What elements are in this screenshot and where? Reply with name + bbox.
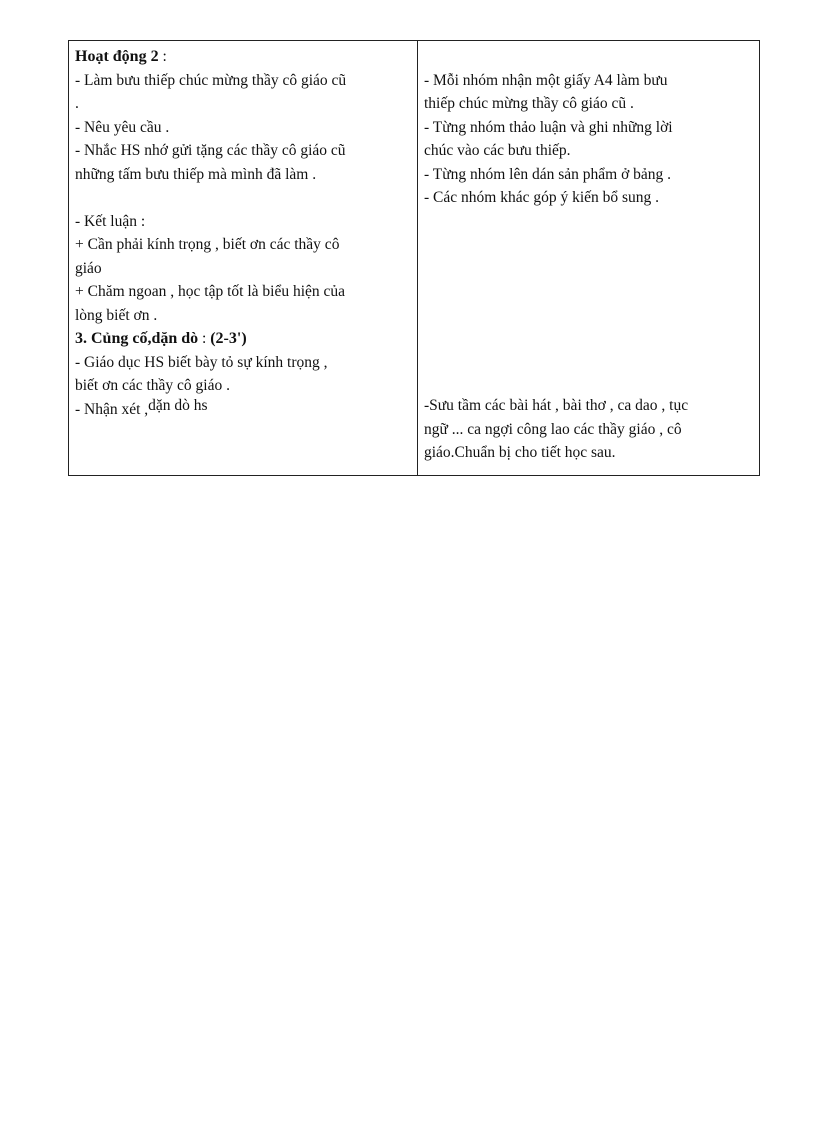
section-heading: 3. Củng cố,dặn dò: [75, 330, 199, 347]
conclusion-1b: giáo: [75, 259, 102, 277]
section-time: (2-3'): [210, 330, 247, 347]
wrapup-2: [75, 398, 411, 422]
spacer: [424, 280, 753, 304]
teacher-line-3a: - Nhắc HS nhớ gửi tặng các thầy cô giáo cũ: [75, 142, 346, 159]
spacer: [424, 257, 753, 281]
conclusion-2a: + Chăm ngoan , học tập tốt là biểu hiện của: [75, 283, 346, 300]
conclusion-label: - Kết luận :: [75, 212, 146, 230]
student-line-4: - Các nhóm khác góp ý kiến bổ sung .: [424, 189, 660, 206]
spacer: [424, 210, 753, 234]
homework-1c: giáo.Chuẩn bị cho tiết học sau.: [424, 444, 616, 461]
wrapup-2a: - Nhận xét ,: [75, 400, 149, 418]
spacer: [424, 327, 753, 351]
activity-heading: Hoạt động 2: [75, 48, 159, 65]
wrapup-1a: - Giáo dục HS biết bày tỏ sự kính trọng ,: [75, 353, 328, 371]
spacer: [424, 304, 753, 328]
student-line-2a: - Từng nhóm thảo luận và ghi những lời: [424, 118, 673, 136]
homework-1b: ngữ ... ca ngợi công lao các thầy giáo , cô: [424, 420, 682, 438]
teacher-line-1: - Làm bưu thiếp chúc mừng thầy cô giáo cũ: [75, 71, 347, 89]
spacer: [424, 45, 753, 69]
spacer: [424, 351, 753, 375]
student-activities-cell: [418, 41, 760, 476]
section-heading-line: [75, 327, 411, 351]
spacer: [424, 374, 753, 394]
section-heading-suffix: :: [198, 330, 211, 347]
activity-heading-line: [75, 45, 411, 69]
activity-heading-suffix: :: [158, 48, 167, 65]
teacher-activities-cell: [69, 41, 418, 476]
wrapup-2b: dặn dò hs: [148, 396, 208, 414]
teacher-line-1-cont: .: [75, 95, 79, 112]
wrapup-1b: biết ơn các thầy cô giáo .: [75, 377, 230, 394]
homework-1a: -Sưu tầm các bài hát , bài thơ , ca dao , tục: [424, 397, 689, 414]
table-row: [69, 41, 760, 476]
student-line-2b: chúc vào các bưu thiếp.: [424, 142, 571, 159]
conclusion-1a: + Cần phải kính trọng , biết ơn các thầy cô: [75, 236, 340, 253]
spacer: [75, 186, 411, 210]
spacer: [424, 233, 753, 257]
teacher-line-3b: những tấm bưu thiếp mà mình đã làm .: [75, 165, 317, 183]
conclusion-2b: lòng biết ơn .: [75, 306, 158, 324]
teacher-line-2: - Nêu yêu cầu .: [75, 118, 170, 136]
student-line-1a: - Mỗi nhóm nhận một giấy A4 làm bưu: [424, 71, 668, 89]
student-line-3: - Từng nhóm lên dán sản phẩm ở bảng .: [424, 165, 672, 183]
student-line-1b: thiếp chúc mừng thầy cô giáo cũ .: [424, 95, 634, 112]
lesson-plan-table: [68, 40, 760, 476]
